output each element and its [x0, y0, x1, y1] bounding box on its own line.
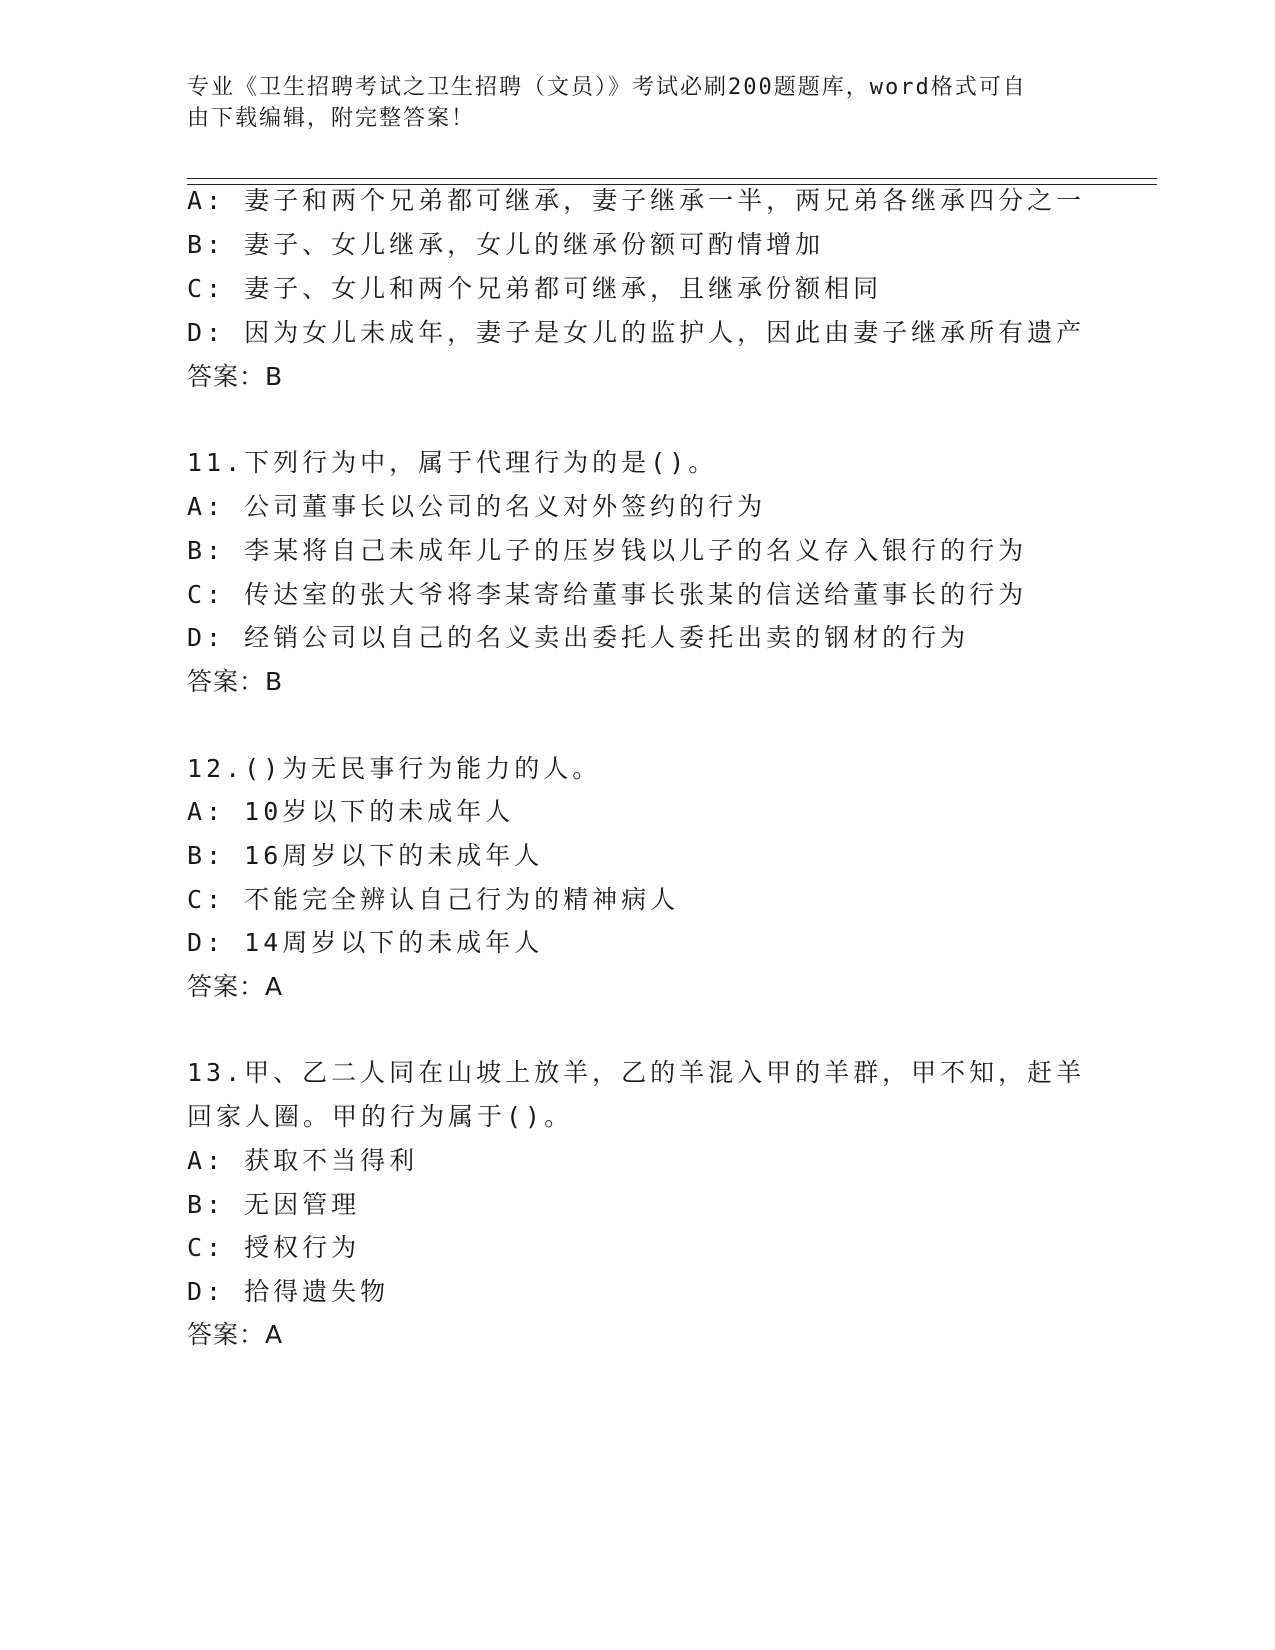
q11-stem: 11.下列行为中，属于代理行为的是()。 — [187, 448, 718, 477]
header-divider-top — [187, 178, 1157, 179]
q13-stem-line-1: 13.甲、乙二人同在山坡上放羊，乙的羊混入甲的羊群，甲不知，赶羊 — [187, 1058, 1086, 1087]
q10-option-a: A: 妻子和两个兄弟都可继承，妻子继承一半，两兄弟各继承四分之一 — [187, 186, 1086, 215]
header-line-2: 由下载编辑，附完整答案！ — [187, 106, 476, 131]
q10-answer: 答案：B — [187, 362, 284, 391]
q10-option-b: B: 妻子、女儿继承，女儿的继承份额可酌情增加 — [187, 230, 825, 259]
q13-option-a: A: 获取不当得利 — [187, 1146, 419, 1175]
q11-option-c: C: 传达室的张大爷将李某寄给董事长张某的信送给董事长的行为 — [187, 580, 1028, 609]
q10-option-d: D: 因为女儿未成年，妻子是女儿的监护人，因此由妻子继承所有遗产 — [187, 318, 1086, 347]
q12-answer: 答案：A — [187, 972, 284, 1001]
q13-stem-line-2: 回家人圈。甲的行为属于()。 — [187, 1102, 574, 1131]
q13-option-c: C: 授权行为 — [187, 1233, 361, 1262]
q13-answer: 答案：A — [187, 1320, 284, 1349]
q10-option-c: C: 妻子、女儿和两个兄弟都可继承，且继承份额相同 — [187, 274, 883, 303]
header-line-1: 专业《卫生招聘考试之卫生招聘（文员）》考试必刷200题题库，word格式可自 — [187, 75, 1027, 100]
q11-option-d: D: 经销公司以自己的名义卖出委托人委托出卖的钢材的行为 — [187, 623, 970, 652]
q12-option-d: D: 14周岁以下的未成年人 — [187, 928, 544, 957]
q12-stem: 12.()为无民事行为能力的人。 — [187, 754, 602, 783]
q12-option-a: A: 10岁以下的未成年人 — [187, 797, 515, 826]
q11-answer: 答案：B — [187, 667, 284, 696]
document-header — [187, 72, 1087, 134]
q13-option-b: B: 无因管理 — [187, 1190, 361, 1219]
q13-option-d: D: 拾得遗失物 — [187, 1277, 390, 1306]
q12-option-b: B: 16周岁以下的未成年人 — [187, 841, 544, 870]
q11-option-a: A: 公司董事长以公司的名义对外签约的行为 — [187, 492, 767, 521]
q12-option-c: C: 不能完全辨认自己行为的精神病人 — [187, 885, 680, 914]
q11-option-b: B: 李某将自己未成年儿子的压岁钱以儿子的名义存入银行的行为 — [187, 536, 1028, 565]
header-divider-bottom — [187, 184, 1157, 185]
